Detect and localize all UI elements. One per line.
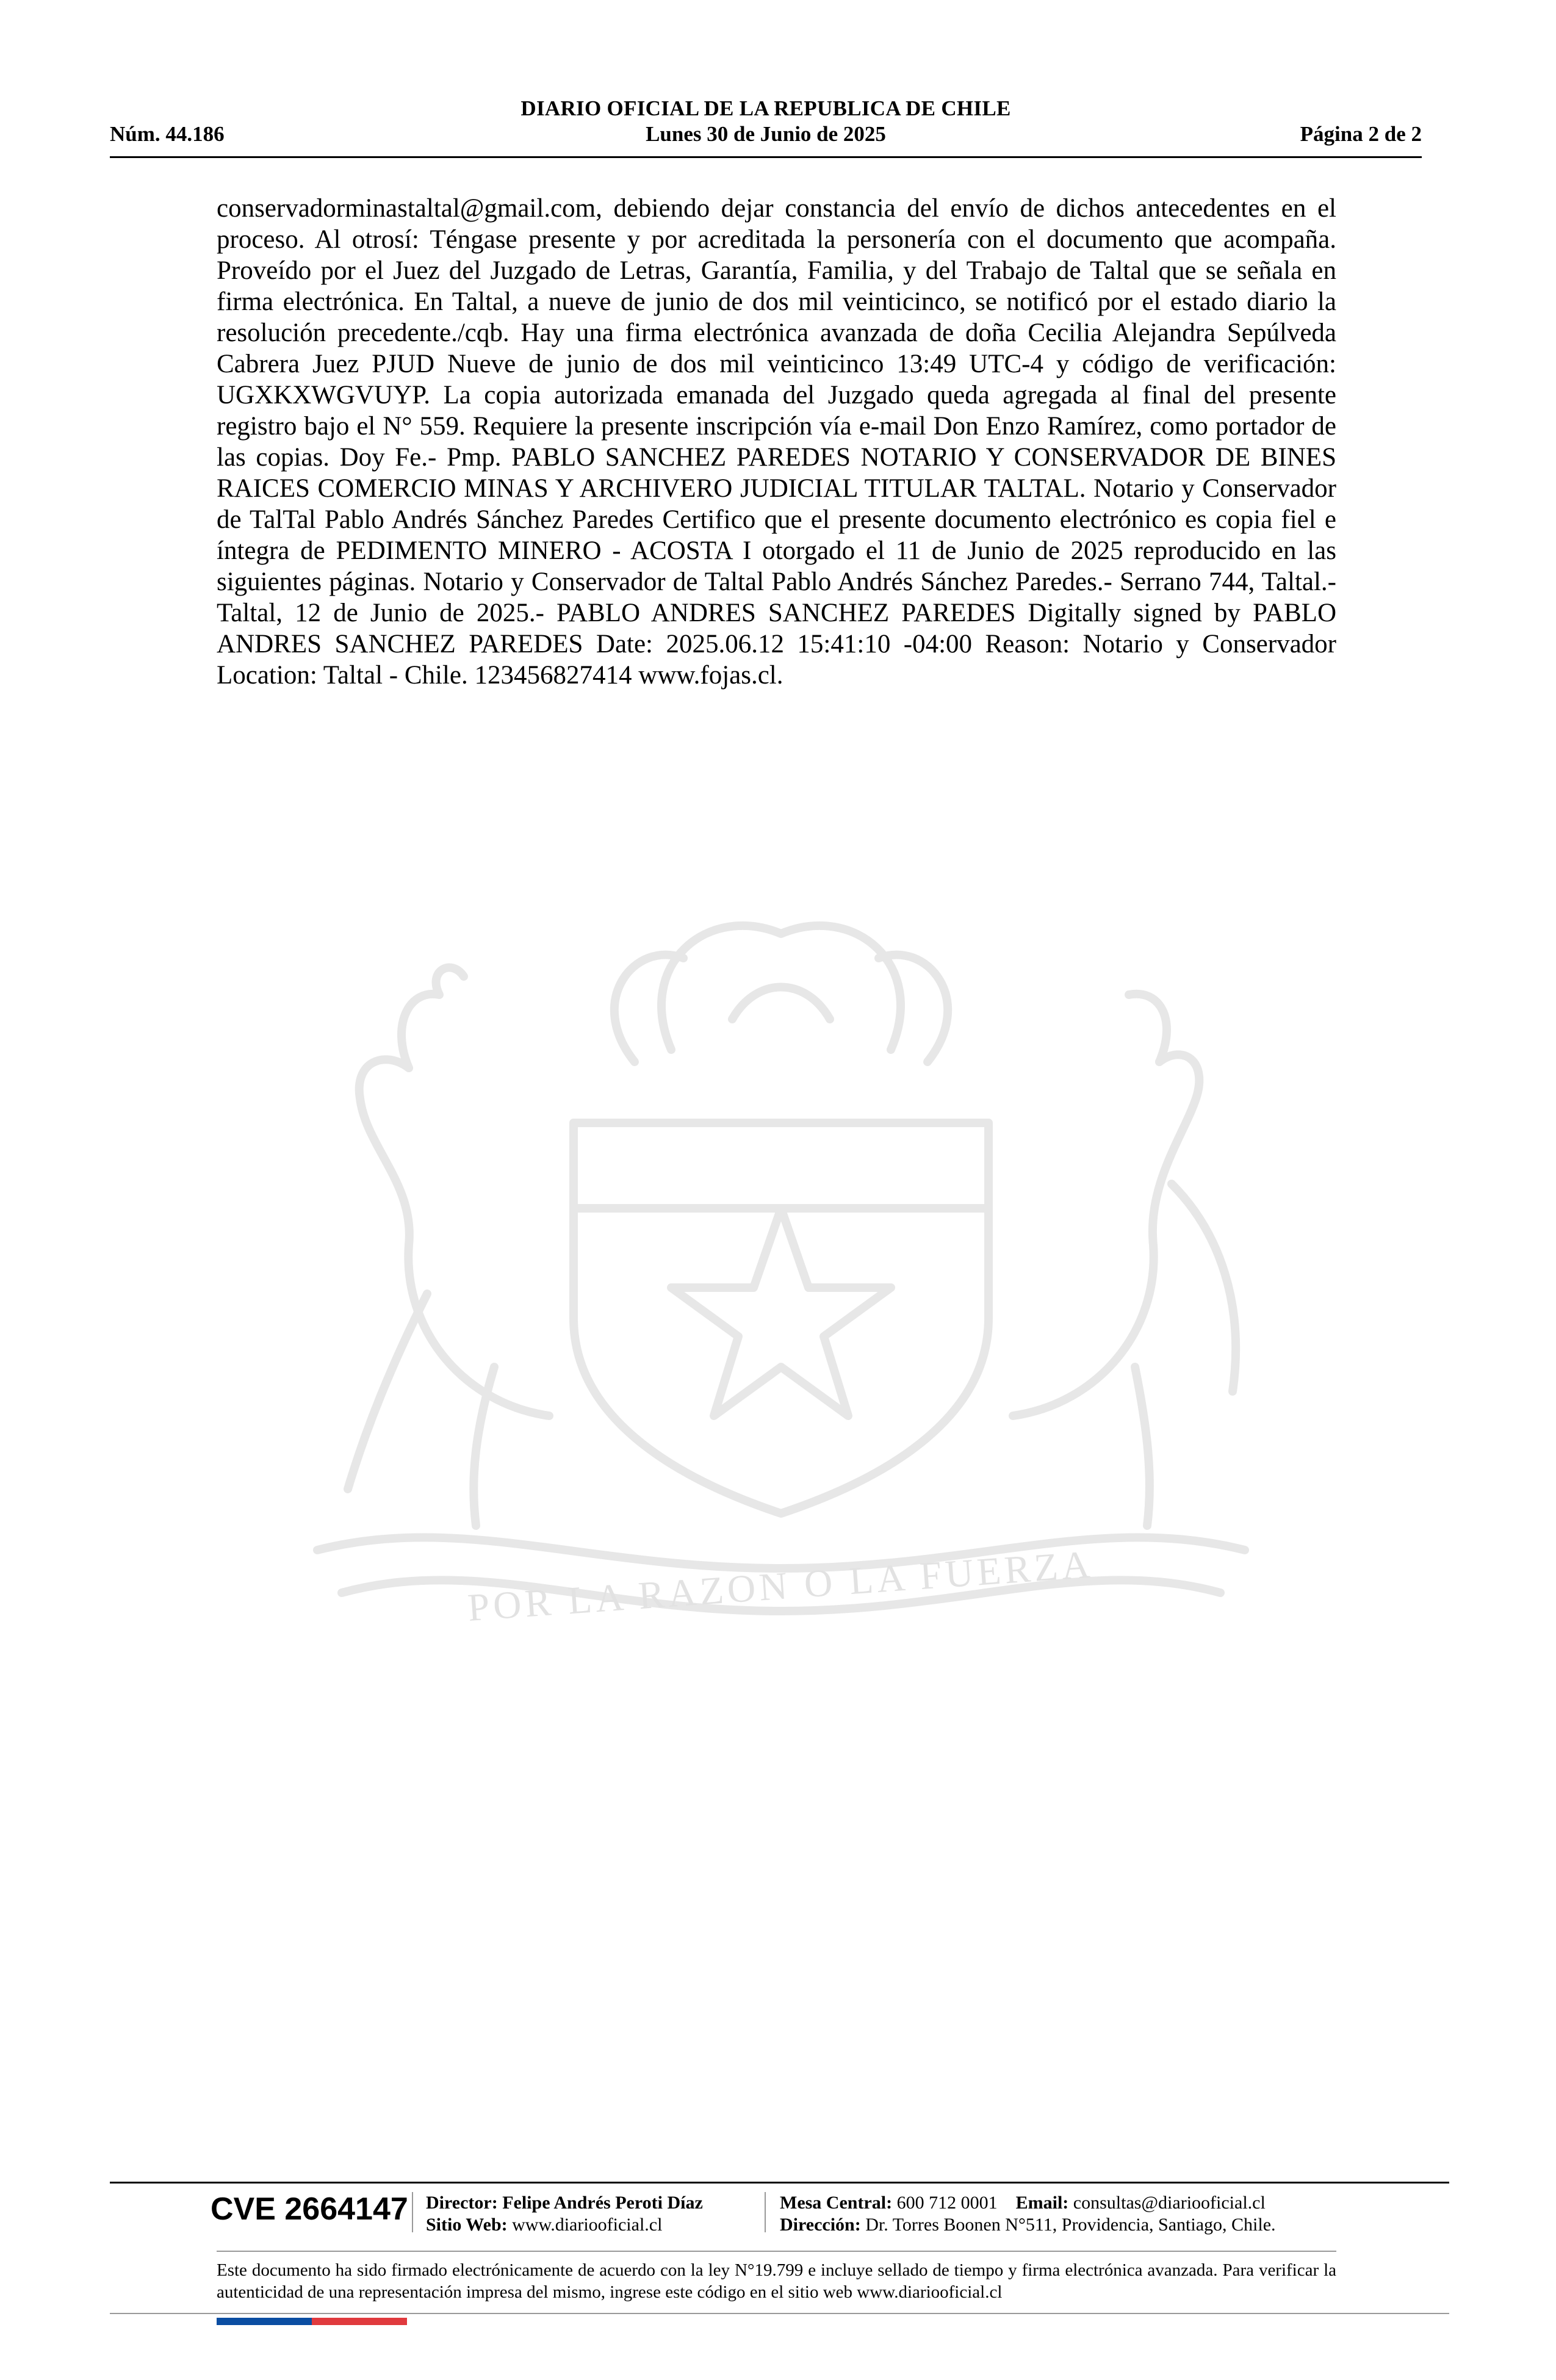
header-row bbox=[110, 122, 1422, 150]
newspaper-title: DIARIO OFICIAL DE LA REPUBLICA DE CHILE bbox=[520, 96, 1011, 120]
seal-motto: POR LA RAZON O LA FUERZA bbox=[466, 1542, 1095, 1629]
body-paragraph: conservadorminastaltal@gmail.com, debiendo dejar constancia del envío de dichos antecedentes en el proceso. Al otrosí: Téngase presente y por acreditada la personería con el documento que acompaña. Proveído por el Juez del Juzgado de Letras, Garantía, Familia, y del Trabajo de Taltal que se señala en firma electrónica. En Taltal, a nueve de junio de dos mil veinticinco, se notificó por el estado diario la resolución precedente./cqb. Hay una firma electrónica avanzada de doña Cecilia Alejandra Sepúlveda Cabrera Juez PJUD Nueve de junio de dos mil veinticinco 13:49 UTC-4 y código de verificación: UGXKXWGVUYP. La copia autorizada emanada del Juzgado queda agregada al final del presente registro bajo el N° 559. Requiere la presente inscripción vía e-mail Don Enzo Ramírez, como portador de las copias. Doy Fe.- Pmp. PABLO SANCHEZ PAREDES NOTARIO Y CONSERVADOR DE BINES RAICES COMERCIO MINAS Y ARCHIVERO JUDICIAL TITULAR TALTAL. Notario y Conservador de TalTal Pablo Andrés Sánchez Paredes Certifico que el presente documento electrónico es copia fiel e íntegra de PEDIMENTO MINERO - ACOSTA I otorgado el 11 de Junio de 2025 reproducido en las siguientes páginas. Notario y Conservador de Taltal Pablo Andrés Sánchez Paredes.- Serrano 744, Taltal.- Taltal, 12 de Junio de 2025.- PABLO ANDRES SANCHEZ PAREDES Digitally signed by PABLO ANDRES SANCHEZ PAREDES Date: 2025.06.12 15:41:10 -04:00 Reason: Notario y Conservador Location: Taltal - Chile. 123456827414 www.fojas.cl. bbox=[217, 194, 1336, 690]
footer-separator bbox=[765, 2192, 766, 2232]
page-indicator: Página 2 de 2 bbox=[1300, 122, 1422, 146]
footer-bottom-rule bbox=[110, 2313, 1449, 2314]
footer-director-block bbox=[426, 2192, 703, 2236]
mesa-label: Mesa Central: bbox=[780, 2193, 893, 2213]
footer-mid-rule bbox=[217, 2251, 1336, 2252]
issue-date: Lunes 30 de Junio de 2025 bbox=[646, 122, 886, 146]
director-name: Felipe Andrés Peroti Díaz bbox=[502, 2193, 703, 2213]
email-link[interactable]: consultas@diariooficial.cl bbox=[1073, 2193, 1266, 2213]
flag-blue-segment bbox=[217, 2318, 312, 2325]
flag-stripe bbox=[217, 2318, 407, 2325]
flag-red-segment bbox=[312, 2318, 407, 2325]
web-link[interactable]: www.diariooficial.cl bbox=[512, 2215, 663, 2235]
web-label: Sitio Web: bbox=[426, 2215, 508, 2235]
footer-contact-block bbox=[780, 2192, 1276, 2236]
email-label: Email: bbox=[1015, 2193, 1069, 2213]
director-label: Director: bbox=[426, 2193, 498, 2213]
footer-separator bbox=[412, 2192, 413, 2232]
issue-number: Núm. 44.186 bbox=[110, 122, 225, 146]
cve-code: CVE 2664147 bbox=[211, 2191, 408, 2227]
page-header bbox=[110, 96, 1422, 158]
footer-top-rule bbox=[110, 2182, 1449, 2183]
address-label: Dirección: bbox=[780, 2215, 861, 2235]
mesa-phone: 600 712 0001 bbox=[896, 2193, 998, 2213]
address-value: Dr. Torres Boonen N°511, Providencia, Santiago, Chile. bbox=[865, 2215, 1276, 2235]
footer-disclaimer: Este documento ha sido firmado electrónicamente de acuerdo con la ley N°19.799 e incluye sellado de tiempo y firma electrónica avanzada. Para verificar la autenticidad de una representación impresa del mismo, ingrese este código en el sitio web www.diariooficial.cl bbox=[217, 2260, 1336, 2302]
coat-of-arms-watermark bbox=[207, 867, 1355, 1672]
